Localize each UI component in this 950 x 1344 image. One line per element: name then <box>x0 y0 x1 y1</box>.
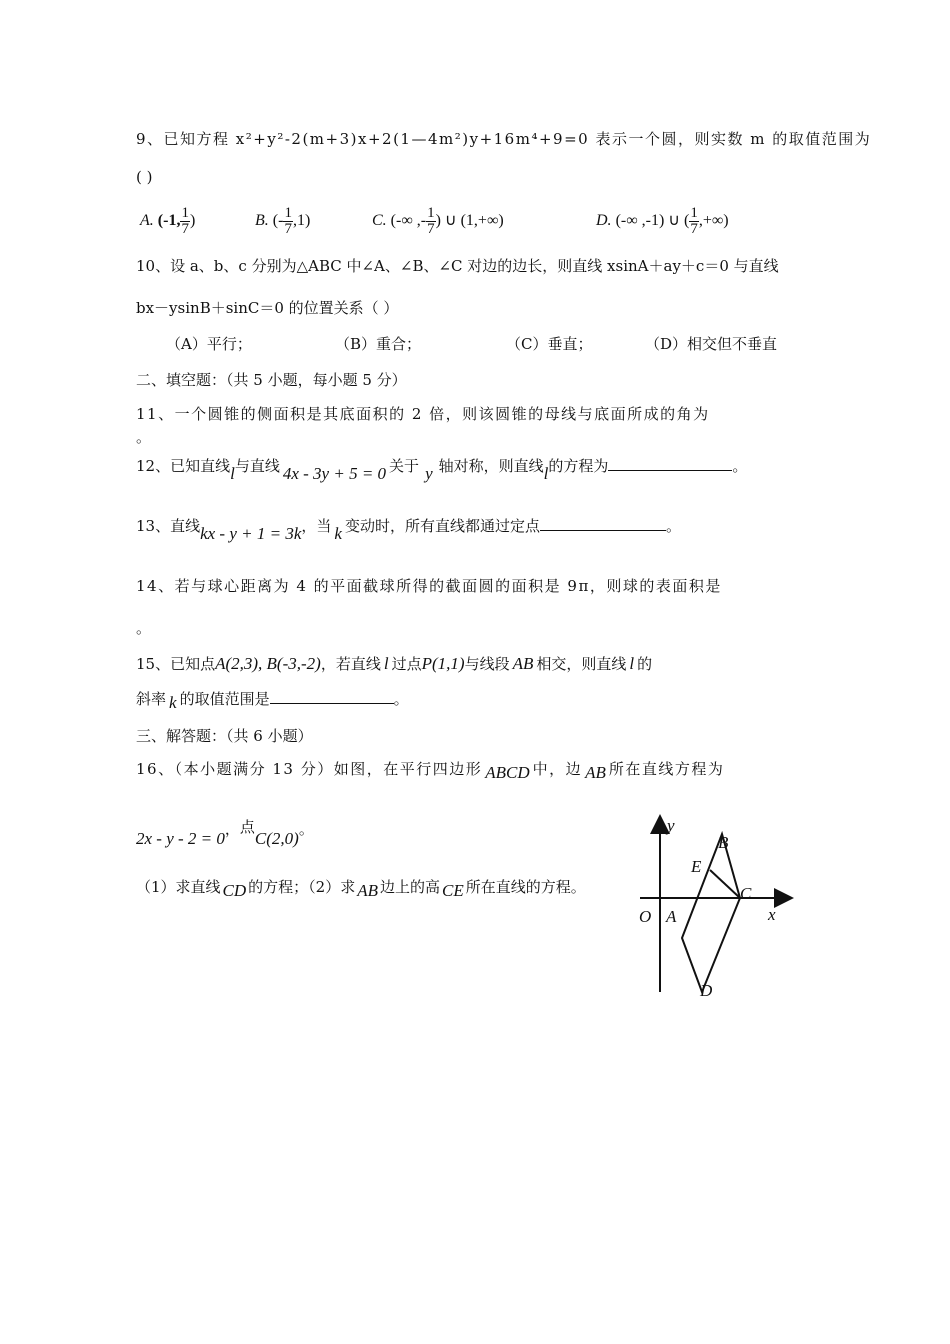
q16-line2: 2x - y - 2 = 0，点C(2,0)。 <box>136 818 314 848</box>
q14-line1: 14、若与球心距离为 4 的平面截球所得的截面圆的面积是 9π，则球的表面积是 <box>136 577 722 595</box>
q12-line: 12、已知直线l与直线 4x - 3y + 5 = 0 关于 y 轴对称，则直线l的方程为 。 <box>136 457 748 483</box>
label-e: E <box>691 857 702 876</box>
label-y: y <box>667 816 675 835</box>
q9-stem: 9、已知方程 x²+y²-2(m+3)x+2(1—4m²)y+16m⁴+9=0 表示一个圆，则实数 m 的取值范围为 <box>136 130 872 148</box>
q9-option-c: C. (-∞ ,- $\frac{1}{7}$ ) ∪ (1,+∞) <box>372 205 504 237</box>
label-a: A <box>666 907 677 926</box>
q14-line2: 。 <box>136 619 152 637</box>
label-c: C <box>740 884 752 903</box>
q10-option-b: （B）重合； <box>335 335 422 353</box>
q15-line2: 斜率 k 的取值范围是 。 <box>136 690 409 712</box>
section-3-title: 三、解答题：（共 6 小题） <box>136 727 313 745</box>
parallelogram-figure <box>630 810 805 1005</box>
q9-option-d: D. (-∞ ,-1) ∪ ( $\frac{1}{7}$ ,+∞) <box>596 205 729 237</box>
q16-line3: （1）求直线 CD 的方程；（2）求 AB 边上的高 CE 所在直线的方程。 <box>136 878 586 900</box>
q10-option-d: （D）相交但不垂直 <box>645 335 778 353</box>
q10-line2: bx－ysinB＋sinC＝0 的位置关系（ ） <box>136 299 399 317</box>
q10-line1: 10、设 a、b、c 分别为△ABC 中∠A、∠B、∠C 对边的边长，则直线 xsinA＋ay＋c＝0 与直线 <box>136 257 779 275</box>
q13-answer-blank <box>540 516 666 531</box>
q9-paren: ( ) <box>136 168 153 186</box>
q11-line1: 11、一个圆锥的侧面积是其底面积的 2 倍，则该圆锥的母线与底面所成的角为 <box>136 405 710 423</box>
label-b: B <box>718 833 729 852</box>
label-x: x <box>768 905 776 924</box>
q9-option-b: B. (- $\frac{1}{7}$ ,1) <box>255 205 311 237</box>
q9-option-a: A. (-1, $\frac{1}{7}$ ) <box>140 205 196 237</box>
q11-line2: 。 <box>136 428 152 446</box>
q10-option-c: （C）垂直； <box>506 335 593 353</box>
section-2-title: 二、填空题：（共 5 小题，每小题 5 分） <box>136 371 407 389</box>
q13-line: 13、直线kx - y + 1 = 3k，当 k 变动时，所有直线都通过定点 。 <box>136 517 681 543</box>
q12-answer-blank <box>608 456 732 471</box>
q16-line1: 16、（本小题满分 13 分）如图，在平行四边形 ABCD 中，边 AB 所在直线方程为 <box>136 760 725 782</box>
label-d: D <box>700 981 713 1000</box>
q15-line1: 15、已知点A(2,3), B(-3,-2)，若直线 l 过点P(1,1)与线段 AB 相交，则直线 l 的 <box>136 654 653 673</box>
q15-answer-blank <box>270 689 394 704</box>
q10-option-a: （A）平行； <box>166 335 252 353</box>
label-o: O <box>639 907 652 926</box>
